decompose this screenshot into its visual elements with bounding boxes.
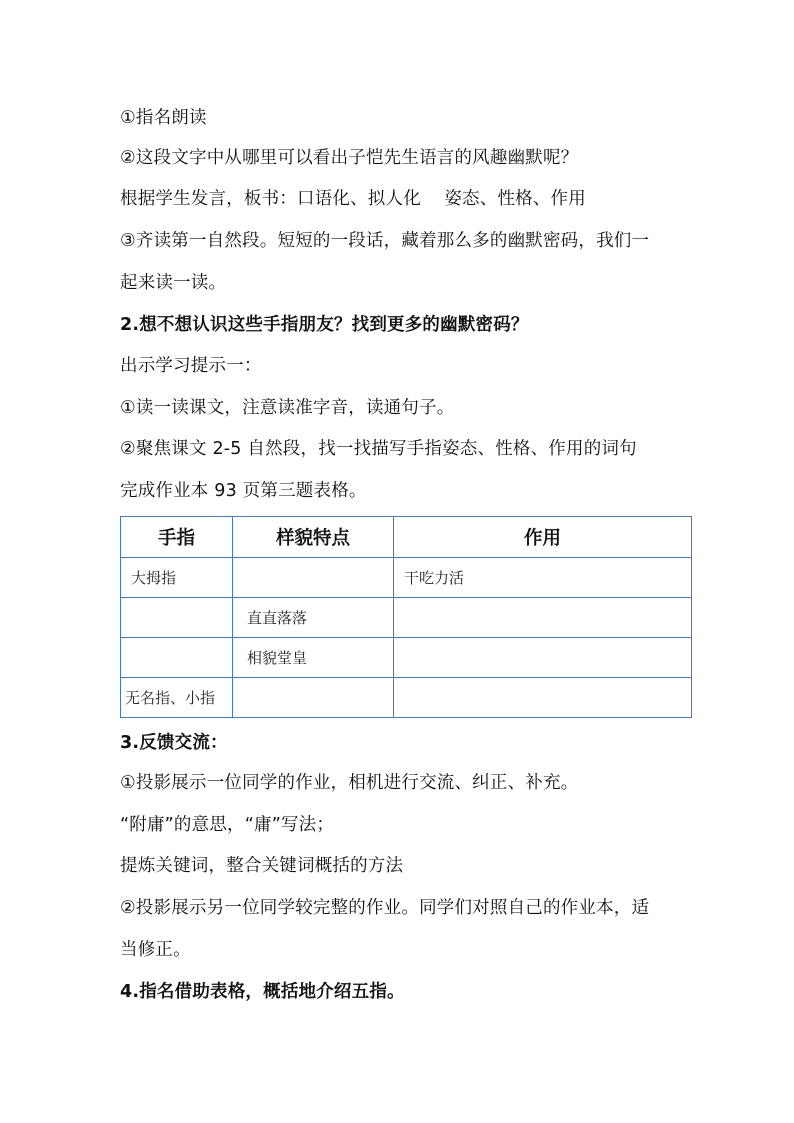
- table-row: [121, 638, 692, 678]
- text-line-15: ②投影展示另一位同学较完整的作业。同学们对照自己的作业本，适: [120, 898, 650, 918]
- table-cell: 干吃力活: [394, 558, 692, 598]
- text-line-12: ①投影展示一位同学的作业，相机进行交流、纠正、补充。: [120, 773, 579, 793]
- section-heading-3: 3.反馈交流：: [120, 733, 228, 753]
- table-cell: [121, 638, 233, 678]
- text-line-8: ①读一读课文，注意读准字音，读通句子。: [120, 398, 455, 418]
- text-line-7: 出示学习提示一：: [120, 356, 262, 376]
- table-cell: 大拇指: [121, 558, 233, 598]
- table-cell: [233, 678, 394, 718]
- text-line-14: 提炼关键词，整合关键词概括的方法: [120, 856, 404, 876]
- text-line-1: ①指名朗读: [120, 108, 207, 128]
- table-cell: 相貌堂皇: [233, 638, 394, 678]
- text-line-13: “附庸”的意思，“庸”写法；: [120, 815, 335, 835]
- table-header-function: 作用: [394, 517, 692, 558]
- text-line-4: ③齐读第一自然段。短短的一段话，藏着那么多的幽默密码，我们一: [120, 231, 650, 251]
- section-heading-2: 2.想不想认识这些手指朋友？找到更多的幽默密码？: [120, 315, 529, 335]
- table-cell: [394, 638, 692, 678]
- text-line-16: 当修正。: [120, 940, 191, 960]
- table-header-finger: 手指: [121, 517, 233, 558]
- section-heading-4: 4.指名借助表格，概括地介绍五指。: [120, 982, 405, 1002]
- text-line-3: 根据学生发言，板书：口语化、拟人化 姿态、性格、作用: [120, 189, 586, 209]
- table-cell: 无名指、小指: [121, 678, 233, 718]
- text-line-9: ②聚焦课文 2-5 自然段，找一找描写手指姿态、性格、作用的词句: [120, 439, 637, 459]
- table-row: [121, 678, 692, 718]
- table-header-appearance: 样貌特点: [233, 517, 394, 558]
- table-cell: [233, 558, 394, 598]
- text-line-5: 起来读一读。: [120, 273, 227, 293]
- table-header-row: [121, 517, 692, 558]
- table-cell: [394, 598, 692, 638]
- table-row: [121, 598, 692, 638]
- text-line-2: ②这段文字中从哪里可以看出子恺先生语言的风趣幽默呢？: [120, 148, 579, 168]
- finger-table: [120, 516, 691, 718]
- table-row: [121, 558, 692, 598]
- table-cell: [394, 678, 692, 718]
- table-cell: [121, 598, 233, 638]
- table-cell: 直直落落: [233, 598, 394, 638]
- text-line-10: 完成作业本 93 页第三题表格。: [120, 481, 367, 501]
